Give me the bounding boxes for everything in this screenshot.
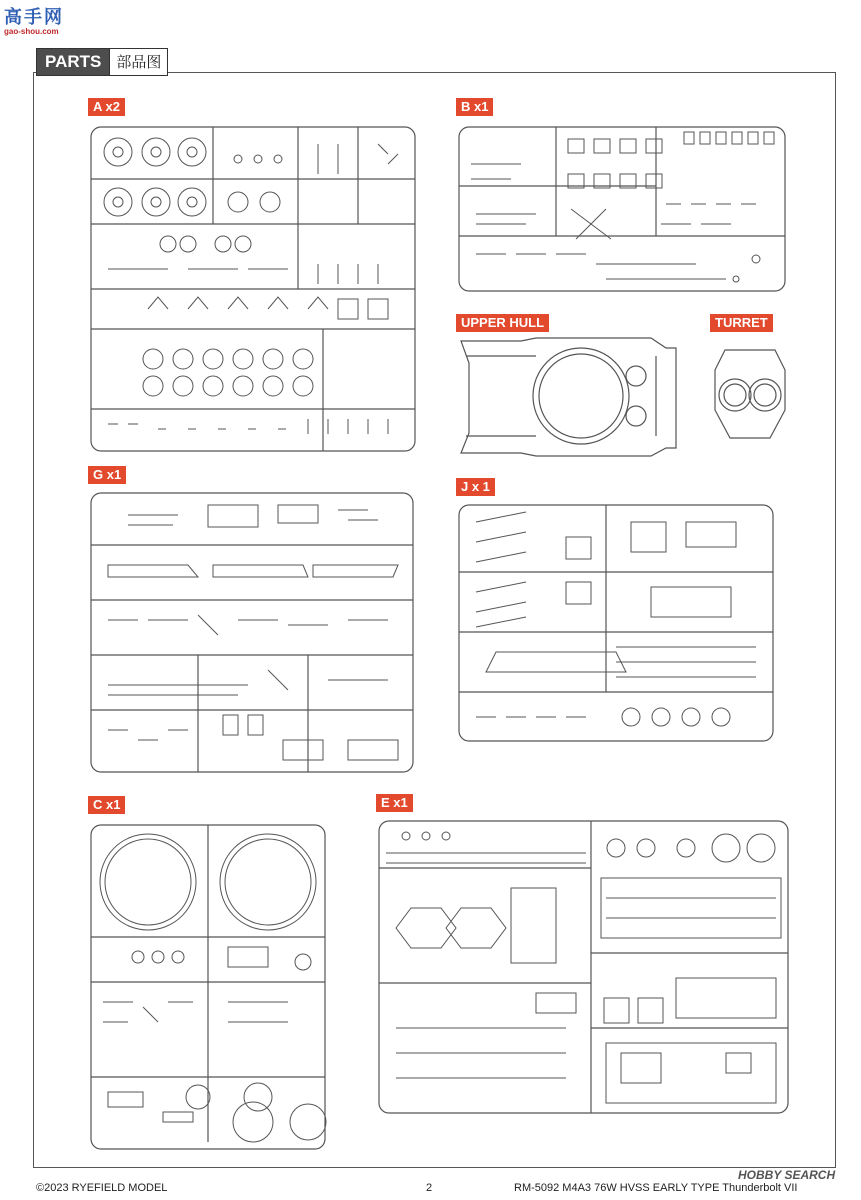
parts-title-cn: 部品图	[109, 49, 167, 75]
parts-header	[36, 48, 168, 76]
label-upper-hull: UPPER HULL	[456, 314, 549, 332]
footer-copyright: ©2023 RYEFIELD MODEL	[36, 1182, 168, 1194]
sprue-a-drawing	[88, 124, 418, 454]
label-turret: TURRET	[710, 314, 773, 332]
footer-product: RM-5092 M4A3 76W HVSS EARLY TYPE Thunderbolt VII	[514, 1182, 798, 1194]
sprue-label-e: E x1	[376, 794, 413, 812]
sprue-g-drawing	[88, 490, 416, 775]
sprue-label-g: G x1	[88, 466, 126, 484]
sprue-j-drawing	[456, 502, 776, 744]
site-logo	[4, 3, 84, 35]
logo-text: 高手网	[4, 7, 64, 28]
footer-page-number: 2	[426, 1182, 433, 1194]
parts-title-en: PARTS	[37, 49, 109, 75]
sprue-label-c: C x1	[88, 796, 125, 814]
sprue-c-drawing	[88, 822, 328, 1152]
sprue-label-a: A x2	[88, 98, 125, 116]
sprue-e-drawing	[376, 818, 791, 1116]
sprue-label-b: B x1	[456, 98, 493, 116]
sprue-b-drawing	[456, 124, 788, 294]
watermark: HOBBY SEARCH	[738, 1168, 836, 1182]
sprue-label-j: J x 1	[456, 478, 495, 496]
logo-url: gao-shou.com	[4, 27, 59, 36]
upper-hull-drawing	[456, 336, 686, 458]
turret-drawing	[710, 340, 790, 444]
